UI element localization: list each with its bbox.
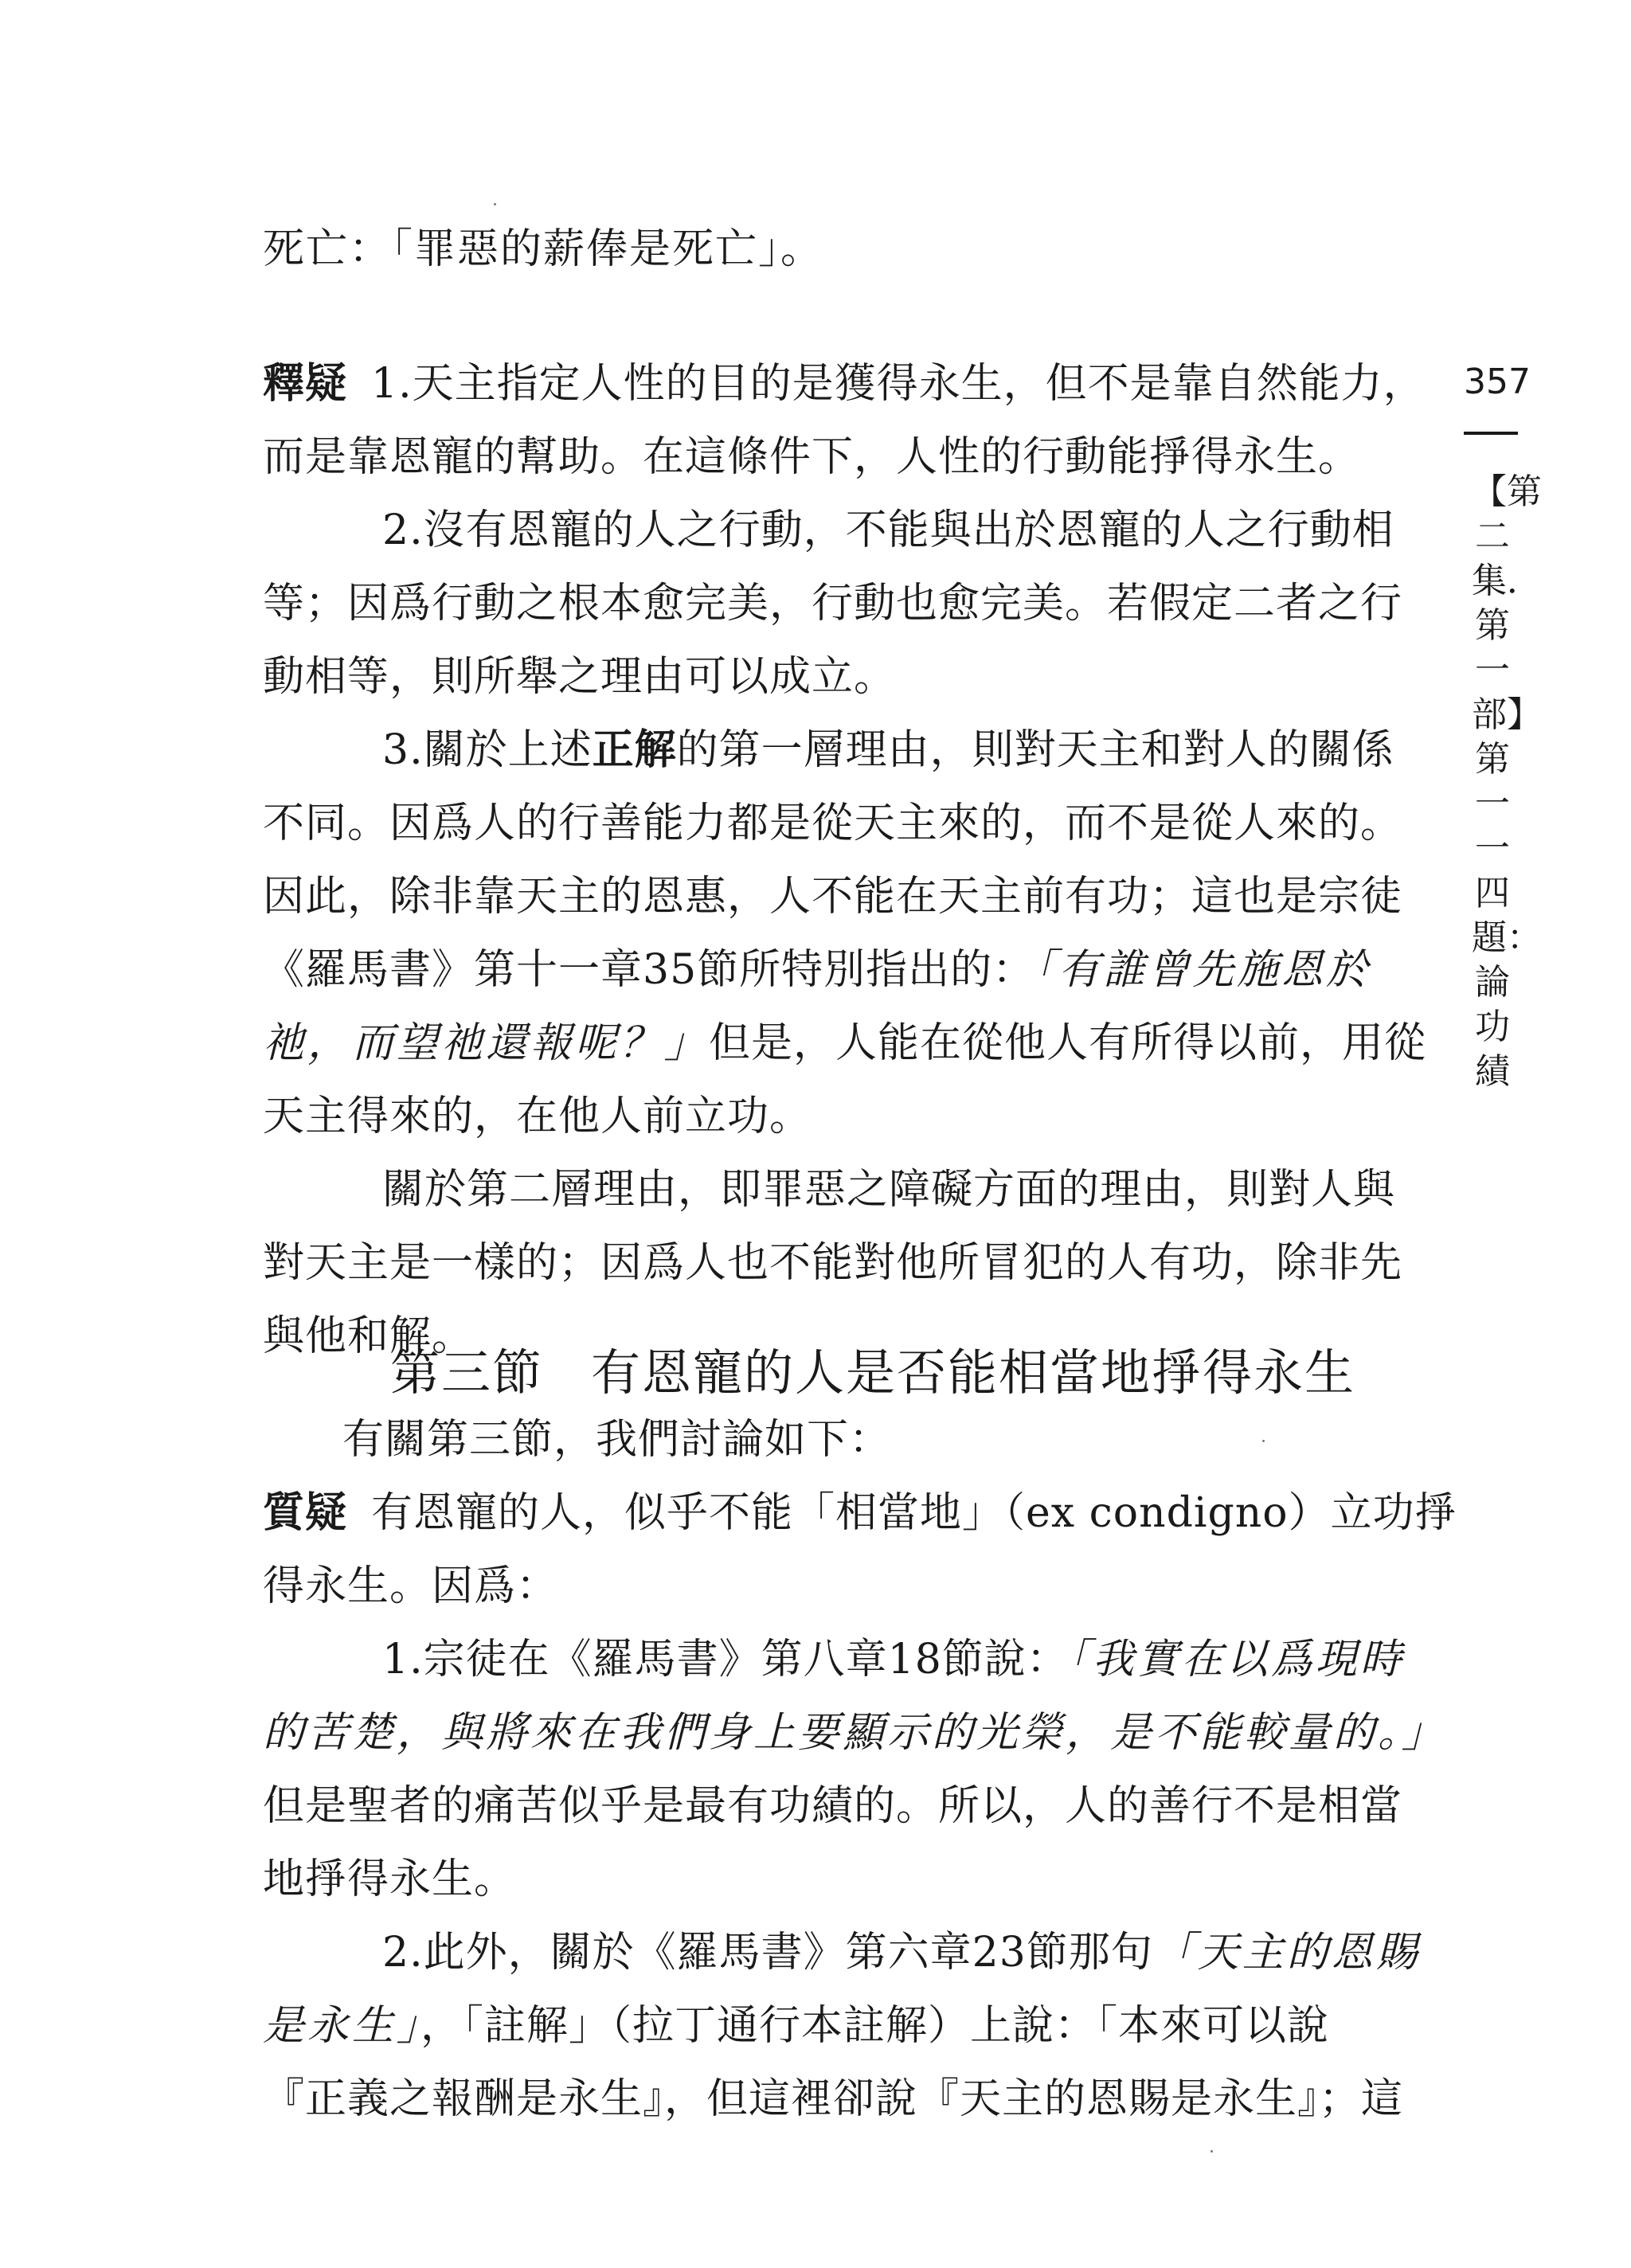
reply-block [263,347,1427,1373]
reply-text: 的第一層理由，則對天主和對人的關係 [676,726,1394,774]
objection-line [263,1989,1410,2063]
section-intro [263,1403,1410,1476]
objection-line [263,1916,1421,1989]
objection-text: 『正義之報酬是永生』，但這裡卻說『天主的恩賜是永生』；這 [263,2075,1404,2123]
objection-text: 2.此外，關於《羅馬書》第六章23節那句 [382,1929,1153,1977]
objection-label: 質疑 [263,1489,348,1537]
objection-text: 有恩寵的人，似乎不能「相當地」（ex condigno）立功掙 [371,1489,1457,1537]
reply-label: 釋疑 [263,360,348,408]
reply-text: 3.關於上述 [382,726,593,774]
reply-text: 2.沒有恩寵的人之行動，不能與出於恩寵的人之行動相 [382,506,1394,554]
reply-line [263,1007,1427,1080]
reply-line [263,1226,1410,1300]
objection-text: ，「註解」（拉丁通行本註解）上說：「本來可以說 [420,2002,1330,2050]
objection-text: 地掙得永生。 [263,1855,517,1903]
page-rule [1464,432,1518,435]
scripture-quote: 的苦楚，與將來在我們身上要顯示的光榮，是不能較量的。」 [263,1709,1447,1757]
objection-text: 得永生。因爲： [263,1562,559,1610]
reply-text: 1.天主指定人性的目的是獲得永生，但不是靠自然能力， [371,360,1426,408]
reply-line [263,567,1410,640]
continued-text: 死亡：「罪惡的薪俸是死亡」。 [263,225,824,273]
reply-text: 因此，除非靠天主的恩惠，人不能在天主前有功；這也是宗徒 [263,873,1403,921]
reply-text: 動相等，則所舉之理由可以成立。 [263,653,897,701]
reply-text: 天主得來的，在他人前立功。 [263,1093,812,1140]
reply-text: 關於第二層理由，即罪惡之障礙方面的理由，則對人與 [382,1166,1396,1214]
objection-text: 但是聖者的痛苦似乎是最有功績的。所以，人的善行不是相當 [263,1782,1403,1830]
scripture-quote: 「有誰曾先施恩於 [1035,946,1371,994]
reply-line [263,347,1426,420]
continued-line [263,221,823,277]
objection-line [263,1550,1410,1623]
section-heading: 有恩寵的人是否能相當地掙得永生 [591,1343,1356,1402]
page-number: 357 [1464,362,1531,402]
objection-line [263,1476,1457,1550]
objection-line [263,1623,1410,1696]
section-title [390,1341,1355,1405]
reply-line [263,640,1410,714]
objection-line [263,1769,1410,1843]
objection-line [263,1696,1447,1769]
reply-text: 等；因爲行動之根本愈完美，行動也愈完美。若假定二者之行 [263,580,1403,628]
reply-line [263,860,1410,933]
reply-text: 但是，人能在從他人有所得以前，用從 [709,1019,1427,1067]
objection-text: 1.宗徒在《羅馬書》第八章18節說： [382,1636,1069,1683]
reply-text: 對天主是一樣的；因爲人也不能對他所冒犯的人有功，除非先 [263,1239,1403,1287]
scripture-quote: 「天主的恩賜 [1152,1929,1421,1977]
reply-line [263,933,1410,1007]
scripture-quote: 祂，而望祂還報呢？」 [263,1019,710,1067]
objection-line [263,1843,1410,1916]
reply-line [263,1080,1410,1153]
scripture-quote: 「我實在以爲現時 [1068,1636,1405,1683]
reply-text: 與他和解。 [263,1312,475,1360]
intro-text: 有關第三節，我們討論如下： [342,1416,892,1464]
reply-text: 《羅馬書》第十一章35節所特別指出的： [263,946,1035,994]
reply-line [263,420,1410,494]
reply-line [263,1153,1410,1226]
scripture-quote: 是永生」 [263,2002,421,2050]
section-number: 第三節 [390,1343,544,1402]
reply-line [263,714,1410,787]
scan-speck [494,203,496,205]
reply-text: 而是靠恩寵的幫助。在這條件下，人性的行動能掙得永生。 [263,433,1361,481]
reply-text: 不同。因爲人的行善能力都是從天主來的，而不是從人來的。 [263,800,1403,847]
running-side-title: 【第二集．第一部】第一一四題：論功績 [1472,471,1542,1092]
scan-speck [1211,2150,1213,2153]
scan-speck [1262,1440,1265,1442]
reply-line [263,787,1410,860]
bold-term: 正解 [592,726,677,774]
objection-line [263,2063,1410,2136]
objection-block [263,1403,1457,2136]
reply-line [263,494,1410,567]
